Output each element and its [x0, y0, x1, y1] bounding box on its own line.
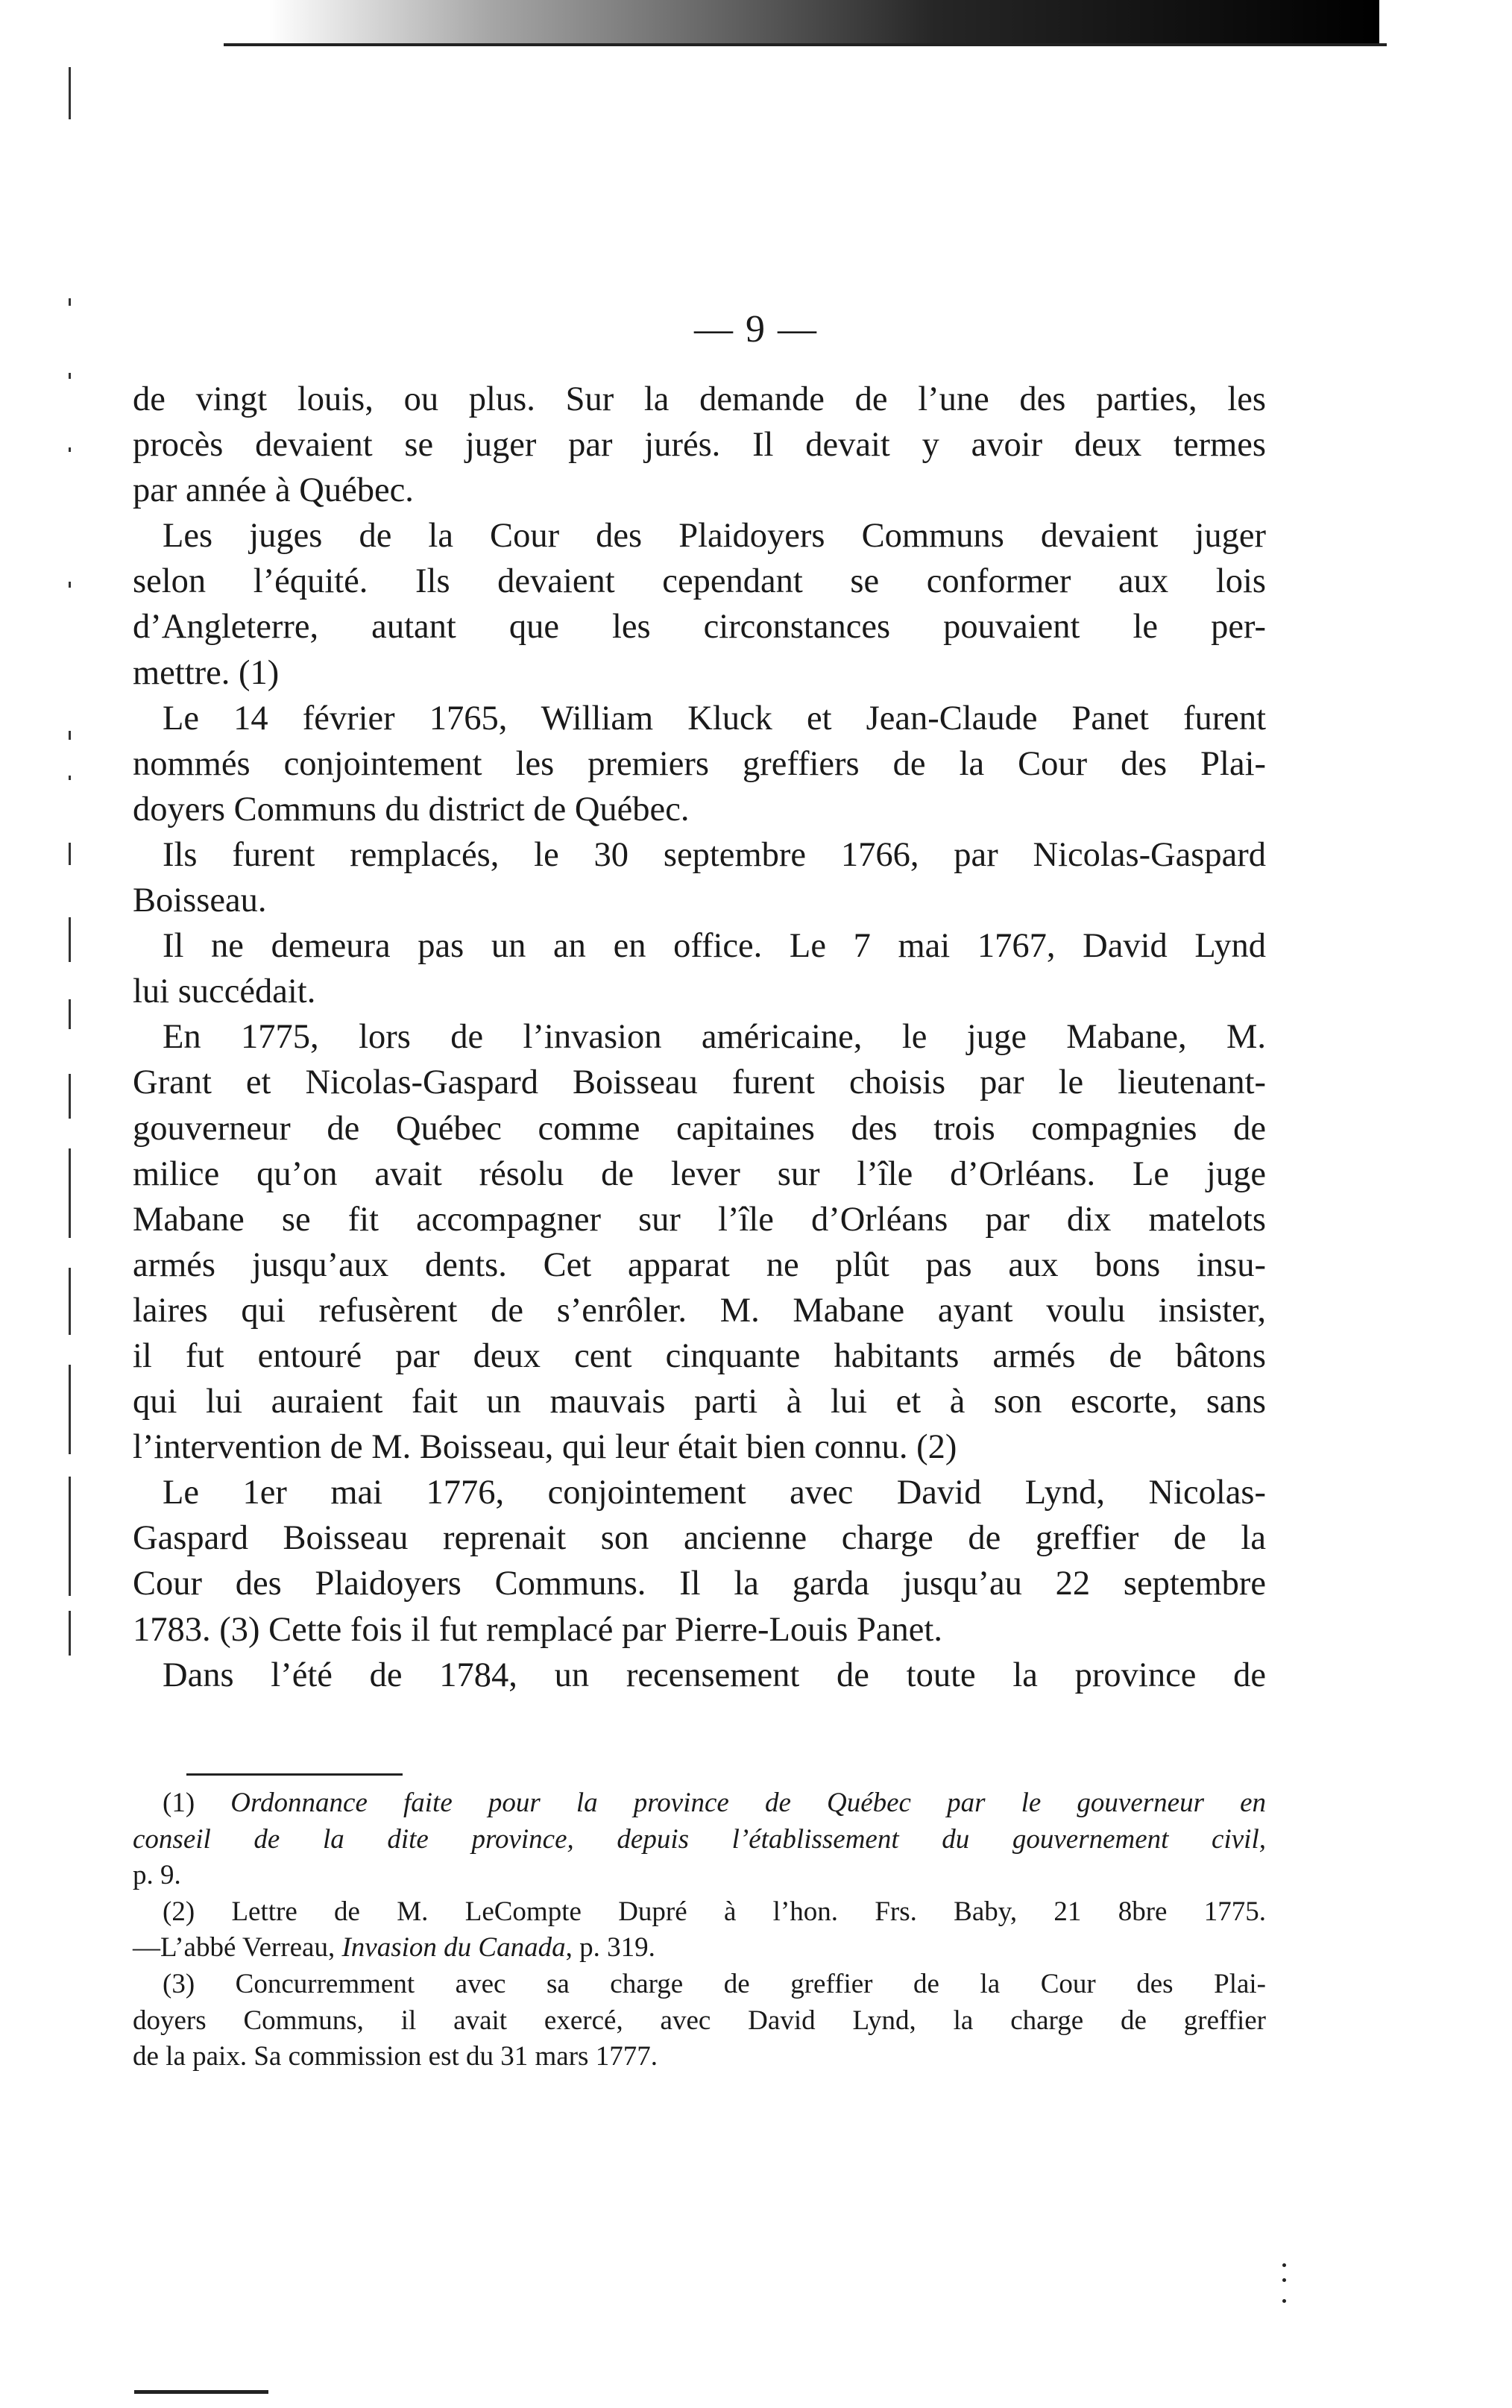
footnote-2-prefix: —L’abbé Verreau, — [133, 1932, 342, 1964]
footnote-1-line — [133, 1785, 1266, 1822]
footnote-2-suffix: , p. 319. — [565, 1932, 655, 1964]
text-line: il fut entouré par deux cent cinquante habitants armés de bâtons — [133, 1336, 1266, 1375]
text-line: doyers Communs du district de Québec. — [133, 790, 690, 829]
text-line: par année à Québec. — [133, 471, 414, 510]
text-line: Cour des Plaidoyers Communs. Il la garda jusqu’au 22 septembre — [133, 1565, 1266, 1603]
text-line: Le 14 février 1765, William Kluck et Jean-Claude Panet furent — [163, 699, 1266, 738]
footnote-rule — [186, 1773, 403, 1776]
footnote-marker: (1) — [163, 1788, 195, 1818]
footnote-1-line: p. 9. — [133, 1860, 181, 1891]
text-line: lui succédait. — [133, 972, 316, 1011]
text-line: Les juges de la Cour des Plaidoyers Communs devaient juger — [163, 517, 1266, 556]
text-line: Dans l’été de 1784, un recensement de toute la province de — [163, 1656, 1266, 1694]
text-line: laires qui refusèrent de s’enrôler. M. Mabane ayant voulu insister, — [133, 1291, 1266, 1330]
text-line: selon l’équité. Ils devaient cependant se conformer aux lois — [133, 562, 1266, 601]
footnote-1-title: Ordonnance faite pour la province de Québec par le gouverneur en — [230, 1788, 1267, 1818]
text-line: qui lui auraient fait un mauvais parti à lui et à son escorte, sans — [133, 1383, 1266, 1421]
text-line: mettre. (1) — [133, 653, 280, 692]
text-line: Le 1er mai 1776, conjointement avec David Lynd, Nicolas- — [163, 1474, 1266, 1512]
scan-specks — [1281, 2263, 1288, 2308]
text-line: Ils furent remplacés, le 30 septembre 1766, par Nicolas-Gaspard — [163, 835, 1266, 874]
text-line: En 1775, lors de l’invasion américaine, le juge Mabane, M. — [163, 1018, 1266, 1057]
page-number: — 9 — — [694, 308, 818, 350]
text-line: de vingt louis, ou plus. Sur la demande de l’une des parties, les — [133, 380, 1266, 418]
text-line: gouverneur de Québec comme capitaines des trois compagnies de — [133, 1109, 1266, 1148]
text-line: nommés conjointement les premiers greffiers de la Cour des Plai- — [133, 744, 1266, 783]
binding-marks — [52, 60, 97, 1663]
footnote-2-line: (2) Lettre de M. LeCompte Dupré à l’hon. Frs. Baby, 21 8bre 1775. — [163, 1896, 1266, 1927]
text-line: Boisseau. — [133, 881, 267, 920]
footnote-2-title: Invasion du Canada — [341, 1932, 566, 1964]
text-line: Grant et Nicolas-Gaspard Boisseau furent choisis par le lieutenant- — [133, 1063, 1266, 1102]
footnote-2-line — [133, 1930, 1266, 1967]
text-line: Mabane se fit accompagner sur l’île d’Orléans par dix matelots — [133, 1200, 1266, 1239]
text-line: milice qu’on avait résolu de lever sur l’île d’Orléans. Le juge — [133, 1154, 1266, 1193]
top-rule — [224, 43, 1387, 46]
body-text — [133, 377, 1266, 1698]
text-line: Il ne demeura pas un an en office. Le 7 mai 1767, David Lynd — [163, 927, 1266, 966]
footnote-1-line — [133, 1822, 1266, 1858]
footnote-3-line: (3) Concurremment avec sa charge de greffier de la Cour des Plai- — [163, 1968, 1266, 1999]
bottom-rule — [134, 2390, 268, 2394]
footnote-3-line: doyers Communs, il avait exercé, avec David Lynd, la charge de greffier — [133, 2005, 1266, 2036]
scan-edge-bar — [268, 0, 1379, 46]
text-line: Gaspard Boisseau reprenait son ancienne charge de greffier de la — [133, 1519, 1266, 1558]
text-line: d’Angleterre, autant que les circonstances pouvaient le per- — [133, 608, 1266, 647]
footnotes — [133, 1785, 1266, 2075]
text-line: armés jusqu’aux dents. Cet apparat ne plût pas aux bons insu- — [133, 1245, 1266, 1284]
text-line: procès devaient se juger par jurés. Il devait y avoir deux termes — [133, 426, 1266, 465]
footnote-1-title-cont: conseil de la dite province, depuis l’établissement du gouvernement civil, — [133, 1823, 1266, 1855]
text-line: 1783. (3) Cette fois il fut remplacé par Pierre-Louis Panet. — [133, 1610, 942, 1649]
footnote-3-line: de la paix. Sa commission est du 31 mars 1777. — [133, 2041, 658, 2072]
text-line: l’intervention de M. Boisseau, qui leur était bien connu. (2) — [133, 1428, 957, 1467]
